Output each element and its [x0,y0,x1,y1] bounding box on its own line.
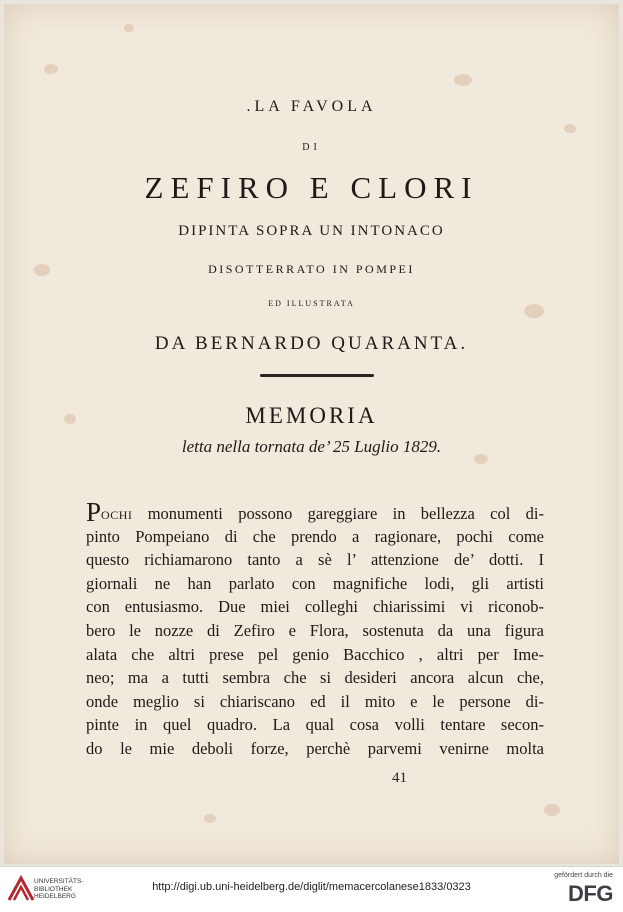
title-main: ZEFIRO E CLORI [144,170,479,205]
body-line: pinte in quel quadro. La qual cosa volli tentare secon- [86,715,544,735]
memoria-heading: MEMORIA [245,403,378,428]
title-line-la-favola: .LA FAVOLA [246,98,377,115]
title-line-disotterrato: DISOTTERRATO IN POMPEI [208,262,415,276]
scanned-page [4,4,619,864]
foxing-spot [44,64,58,74]
title-line-illustrata: ED ILLUSTRATA [268,299,355,308]
foxing-spot [124,24,134,32]
title-line-dipinta: DIPINTA SOPRA UN INTONACO [178,223,445,239]
body-line: questo richiamarono tanto a sè l’ attenzione de’ dotti. I [86,550,544,570]
institution-line: BIBLIOTHEK [34,885,73,893]
memoria-note: letta nella tornata de’ 25 Luglio 1829. [181,437,442,456]
institution-line: UNIVERSITÄTS- [34,878,84,885]
body-paragraph [86,497,544,761]
institution-line: HEIDELBERG [34,893,76,900]
body-line-first [86,497,544,527]
body-line: onde meglio si chiariscano ed il mito e le persone di- [86,691,544,711]
page-number: 41 [392,770,407,786]
funding-caption: gefördert durch die [554,872,613,879]
body-line: con entusiasmo. Due miei colleghi chiarissimi vi riconob- [86,597,544,617]
body-line: pinto Pompeiano di che prendo a ragionare, pochi come [86,526,544,546]
foxing-spot [204,814,216,823]
foxing-spot [544,804,560,816]
title-line-di: DI [302,142,321,153]
first-line-rest: monumenti possono gareggiare in bellezza col di- [147,504,544,523]
body-line: neo; ma a tutti sembra che si desideri ancora alcun che, [86,668,544,688]
body-line: giornali ne han parlato con magnifiche lodi, gli artisti [86,573,544,593]
foxing-spot [454,74,472,86]
title-rule [260,374,374,377]
foxing-spot [564,124,576,133]
viewer-footer [0,866,623,912]
body-line: do le mie deboli forze, perchè parvemi venirne molta [86,738,544,758]
body-line: alata che altri prese pel genio Bacchico , altri per Ime- [86,644,544,664]
dfg-logo: DFG [568,881,613,906]
title-author: DA BERNARDO QUARANTA. [154,333,469,354]
body-line: bero le nozze di Zefiro e Flora, sostenuta da una figura [86,620,544,640]
permalink-url[interactable]: http://digi.ub.uni-heidelberg.de/diglit/memacercolanese1833/0323 [152,881,471,893]
first-word-rest: ochi [101,504,133,523]
drop-cap: P [86,497,102,527]
